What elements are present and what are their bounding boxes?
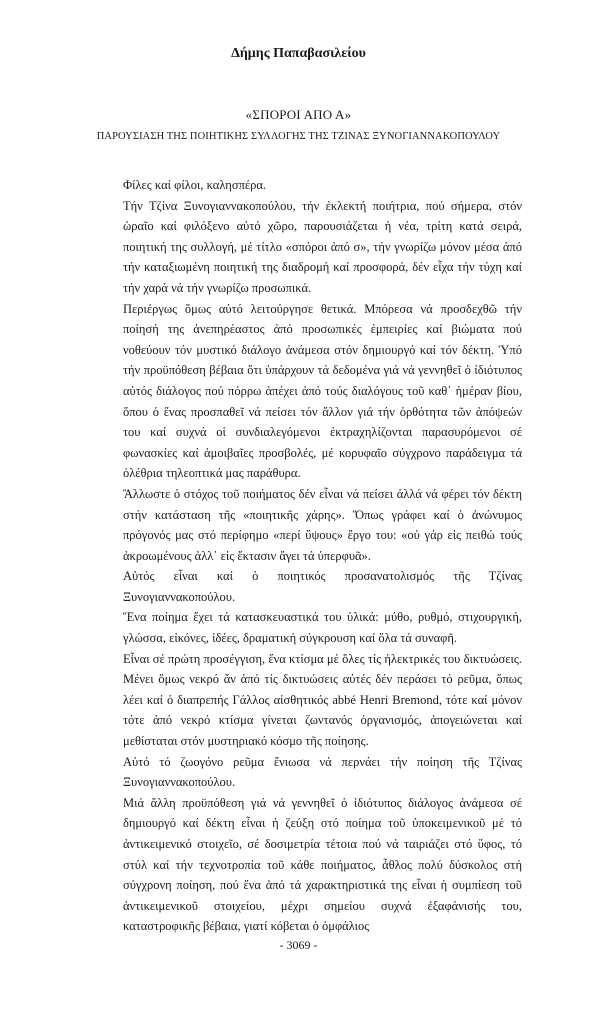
author-name: Δήμης Παπαβασιλείου xyxy=(231,46,366,61)
paragraph: Περιέργως ὅμως αὐτό λειτούργησε θετικά. Μπόρεσα νά προσδεχθῶ τήν ποίησή της ἀνεπηρέαστος ἀπό προσωπικές ἐμπειρίες καί βιώματα πού νοθεύουν τόν μυστικό διάλογο ἀνάμεσα στόν δημιουργό καί τόν δέκτη. Ὑπό τήν προϋπόθεση βέβαια ὅτι ὑπάρχουν τά δεδομένα γιά νά γεννηθεῖ ὁ ἰδιότυπος αὐτός διάλογος πού πόρρω ἀπέχει ἀπό τούς διαλόγους τοῦ καθ᾽ ἡμέραν βίου, ὅπου ὁ ἕνας προσπαθεῖ νά πείσει τόν ἄλλον γιά τήν ὀρθότητα τῶν ἀπόψεών του καί συχνά οἱ συνδιαλεγόμενοι ἐκτραχηλίζονται παρασυρόμενοι σέ φωνασκίες καί ἀμοιβαῖες προσβολές, μέ κορυφαῖο σύγχρονο παράδειγμα τά ὀλέθρια τηλεοπτικά μας παράθυρα. xyxy=(123,301,522,481)
paragraph: Φίλες καί φίλοι, καλησπέρα. xyxy=(123,178,267,192)
paragraph: Τήν Τζίνα Ξυνογιαννακοπούλου, τήν ἐκλεκτή ποιήτρια, πού σήμερα, στόν ὡραῖο καί φιλόξενο αὐτό χῶρο, παρουσιάζεται ἡ νέα, τρίτη κατά σειρά, ποιητική της συλλογή, μέ τίτλο «σπόροι ἀπό σ», τήν γνωρίζω μόνον μέσα ἀπό τήν καταξιωμένη ποιητική της διαδρομή καί προσφορά, δέν εἶχα τήν τύχη καί τήν χαρά νά τήν γνωρίζω προσωπικά. xyxy=(123,198,522,295)
paragraph: Εἶναι σέ πρώτη προσέγγιση, ἕνα κτίσμα μέ ὅλες τίς ἠλεκτρικές του δικτυώσεις. Μένει ὅμως νεκρό ἄν ἀπό τίς δικτυώσεις αὐτές δέν περάσει τό ρεῦμα, ὅπως λέει καί ὁ διαπρεπής Γάλλος αἰσθητικός abbé Henri Bremond, τότε καί μόνον τότε ἀπό νεκρό κτίσμα γίνεται ζωντανός ὀργανισμός, ἀπογειώνεται καί μεθίσταται στόν μυστηριακό κόσμο τῆς ποίησης. xyxy=(123,651,522,749)
article-title: «ΣΠΟΡΟΙ ΑΠΟ Α» xyxy=(245,107,352,122)
page-number: - 3069 - xyxy=(279,938,318,952)
paragraph: Αὐτό τό ζωογόνο ρεῦμα ἔνιωσα νά περνάει τήν ποίηση τῆς Τζίνας Ξυνογιαννακοπούλου. xyxy=(123,754,522,790)
article-body xyxy=(123,175,522,937)
paragraph: Αὐτός εἶναι καί ὁ ποιητικός προσανατολισμός τῆς Τζίνας Ξυνογιαννακοπούλου. xyxy=(123,569,522,604)
article-subtitle: ΠΑΡΟΥΣΙΑΣΗ ΤΗΣ ΠΟΙΗΤΙΚΗΣ ΣΥΛΛΟΓΗΣ ΤΗΣ ΤΖΙΝΑΣ ΞΥΝΟΓΙΑΝΝΑΚΟΠΟΥΛΟΥ xyxy=(96,131,501,142)
paragraph: Ἄλλωστε ὁ στόχος τοῦ ποιήματος δέν εἶναι νά πείσει ἀλλά νά φέρει τόν δέκτη στήν κατάσταση τῆς «ποιητικῆς χάρης». Ὅπως γράφει καί ὁ ἀνώνυμος πρόγονός μας στό περίφημο «περί ὕψους» ἔργο του: «οὐ γάρ εἰς πειθώ τούς ἀκροωμένους ἀλλ᾽ εἰς ἔκτασιν ἄγει τά ὑπερφυᾶ». xyxy=(123,486,522,563)
paragraph: Μιά ἄλλη προϋπόθεση γιά νά γεννηθεῖ ὁ ἰδιότυπος διάλογος ἀνάμεσα σέ δημιουργό καί δέκτη εἶναι ἡ ζεύξη στό ποίημα τοῦ ὑποκειμενικοῦ μέ τό ἀντικειμενικό στοιχεῖο, σέ δοσιμετρία τέτοια πού νά ταιριάζει στό ὕφος, τό στύλ καί τήν τεχνοτροπία τοῦ κάθε ποιήματος, ἆθλος πολύ δύσκολος στή σύγχρονη ποίηση, πού ἕνα ἀπό τά χαρακτηριστικά της εἶναι ἡ συμπίεση τοῦ ἀντικειμενικοῦ στοιχείου, μέχρι σημείου συχνά ἐξαφάνισής του, καταστροφικῆς βέβαια, γιατί κόβεται ὁ ὀμφάλιος xyxy=(123,795,522,934)
paragraph: Ἕνα ποίημα ἔχει τά κατασκευαστικά του ὑλικά: μύθο, ρυθμό, στιχουργική, γλώσσα, εἰκόνες, ἰδέες, δραματική σύγκρουση καί ὅλα τά συναφῆ. xyxy=(123,610,522,646)
